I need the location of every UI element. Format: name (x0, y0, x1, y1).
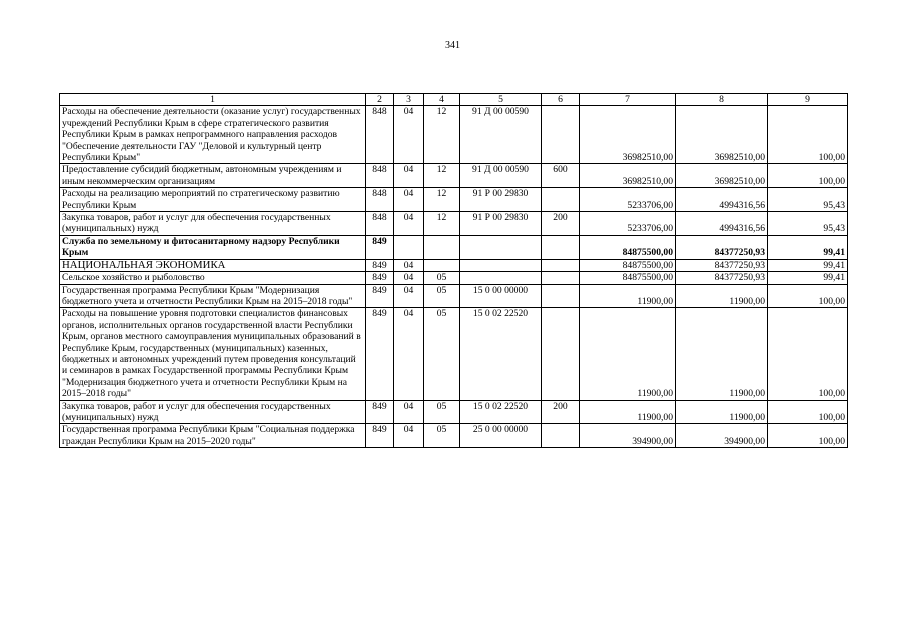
row-type (542, 106, 580, 164)
header-col-5: 5 (460, 94, 542, 106)
table-row (60, 272, 848, 284)
row-actual: 36982510,00 (676, 164, 768, 188)
row-section: 04 (394, 188, 424, 212)
row-actual: 11900,00 (676, 400, 768, 424)
row-code: 848 (366, 188, 394, 212)
row-plan: 394900,00 (580, 424, 676, 448)
row-target (460, 259, 542, 271)
row-type (542, 308, 580, 400)
row-actual: 84377250,93 (676, 259, 768, 271)
row-plan: 36982510,00 (580, 106, 676, 164)
row-plan: 36982510,00 (580, 164, 676, 188)
row-type: 600 (542, 164, 580, 188)
row-plan: 11900,00 (580, 400, 676, 424)
row-name: Сельское хозяйство и рыболовство (60, 272, 366, 284)
row-plan: 84875500,00 (580, 272, 676, 284)
row-code: 849 (366, 235, 394, 259)
row-name: НАЦИОНАЛЬНАЯ ЭКОНОМИКА (60, 259, 366, 271)
row-target: 15 0 00 00000 (460, 284, 542, 308)
row-actual: 36982510,00 (676, 106, 768, 164)
row-type: 200 (542, 212, 580, 236)
row-plan: 11900,00 (580, 308, 676, 400)
row-section: 04 (394, 106, 424, 164)
row-actual: 11900,00 (676, 284, 768, 308)
header-col-8: 8 (676, 94, 768, 106)
table-row (60, 308, 848, 400)
row-percent: 100,00 (768, 424, 848, 448)
budget-table (59, 93, 848, 448)
table-row (60, 400, 848, 424)
header-col-4: 4 (424, 94, 460, 106)
row-section (394, 235, 424, 259)
row-actual: 11900,00 (676, 308, 768, 400)
header-col-3: 3 (394, 94, 424, 106)
row-target: 91 Р 00 29830 (460, 188, 542, 212)
table-row (60, 106, 848, 164)
header-col-2: 2 (366, 94, 394, 106)
row-name: Закупка товаров, работ и услуг для обеспечения государственных (муниципальных) нужд (60, 212, 366, 236)
row-plan: 84875500,00 (580, 259, 676, 271)
row-subsection: 05 (424, 424, 460, 448)
row-type: 200 (542, 400, 580, 424)
row-section: 04 (394, 400, 424, 424)
row-type (542, 188, 580, 212)
row-actual: 4994316,56 (676, 212, 768, 236)
row-subsection (424, 235, 460, 259)
row-actual: 4994316,56 (676, 188, 768, 212)
row-target: 25 0 00 00000 (460, 424, 542, 448)
row-section: 04 (394, 308, 424, 400)
row-target (460, 272, 542, 284)
row-plan: 5233706,00 (580, 212, 676, 236)
row-actual: 84377250,93 (676, 235, 768, 259)
row-plan: 5233706,00 (580, 188, 676, 212)
row-type (542, 259, 580, 271)
row-name: Расходы на повышение уровня подготовки специалистов финансовых органов, исполнительных органов государственной власти Республики Крым, органов местного самоуправления муниципальных образований в Республике Крым, государственных (муниципальных) казенных, бюджетных и автономных учреждений путем проведения консультаций и семинаров в рамках Государственной программы Республики Крым "Модернизация бюджетного учета и отчетности Республики Крым на 2015–2018 годы" (60, 308, 366, 400)
row-type (542, 424, 580, 448)
row-name: Предоставление субсидий бюджетным, автономным учреждениям и иным некоммерческим организациям (60, 164, 366, 188)
row-subsection: 05 (424, 272, 460, 284)
row-section: 04 (394, 259, 424, 271)
row-percent: 100,00 (768, 164, 848, 188)
row-name: Расходы на реализацию мероприятий по стратегическому развитию Республики Крым (60, 188, 366, 212)
row-section: 04 (394, 424, 424, 448)
row-code: 848 (366, 212, 394, 236)
table-row-section (60, 259, 848, 271)
row-section: 04 (394, 272, 424, 284)
row-section: 04 (394, 284, 424, 308)
row-name: Расходы на обеспечение деятельности (оказание услуг) государственных учреждений Республики Крым в сфере стратегического развития Республики Крым в рамках непрограммного направления расходов "Обеспечение деятельности ГАУ "Деловой и культурный центр Республики Крым" (60, 106, 366, 164)
row-code: 848 (366, 164, 394, 188)
table-row (60, 424, 848, 448)
row-code: 849 (366, 400, 394, 424)
row-percent: 99,41 (768, 235, 848, 259)
row-subsection: 12 (424, 106, 460, 164)
row-code: 849 (366, 259, 394, 271)
row-subsection: 05 (424, 400, 460, 424)
row-type (542, 284, 580, 308)
row-percent: 100,00 (768, 284, 848, 308)
header-col-6: 6 (542, 94, 580, 106)
row-target: 15 0 02 22520 (460, 308, 542, 400)
row-subsection: 12 (424, 188, 460, 212)
row-percent: 95,43 (768, 188, 848, 212)
row-code: 849 (366, 308, 394, 400)
row-code: 849 (366, 424, 394, 448)
row-percent: 100,00 (768, 308, 848, 400)
row-code: 849 (366, 284, 394, 308)
table-row (60, 212, 848, 236)
row-actual: 84377250,93 (676, 272, 768, 284)
table-row (60, 284, 848, 308)
row-section: 04 (394, 164, 424, 188)
row-type (542, 235, 580, 259)
row-target: 91 Р 00 29830 (460, 212, 542, 236)
row-name: Служба по земельному и фитосанитарному надзору Республики Крым (60, 235, 366, 259)
row-subsection (424, 259, 460, 271)
row-actual: 394900,00 (676, 424, 768, 448)
row-subsection: 12 (424, 212, 460, 236)
row-name: Государственная программа Республики Крым "Модернизация бюджетного учета и отчетности Республики Крым на 2015–2018 годы" (60, 284, 366, 308)
row-subsection: 05 (424, 308, 460, 400)
row-type (542, 272, 580, 284)
row-percent: 95,43 (768, 212, 848, 236)
header-col-9: 9 (768, 94, 848, 106)
row-name: Закупка товаров, работ и услуг для обеспечения государственных (муниципальных) нужд (60, 400, 366, 424)
table-row (60, 188, 848, 212)
row-subsection: 12 (424, 164, 460, 188)
row-percent: 100,00 (768, 400, 848, 424)
row-target: 15 0 02 22520 (460, 400, 542, 424)
table-row-agency (60, 235, 848, 259)
row-plan: 84875500,00 (580, 235, 676, 259)
page-number: 341 (445, 40, 460, 51)
row-percent: 100,00 (768, 106, 848, 164)
row-subsection: 05 (424, 284, 460, 308)
header-col-1: 1 (60, 94, 366, 106)
row-target (460, 235, 542, 259)
table-header-row (60, 94, 848, 106)
row-plan: 11900,00 (580, 284, 676, 308)
row-code: 848 (366, 106, 394, 164)
row-section: 04 (394, 212, 424, 236)
header-col-7: 7 (580, 94, 676, 106)
row-percent: 99,41 (768, 272, 848, 284)
row-code: 849 (366, 272, 394, 284)
table-row (60, 164, 848, 188)
row-target: 91 Д 00 00590 (460, 106, 542, 164)
row-name: Государственная программа Республики Крым "Социальная поддержка граждан Республики Крым на 2015–2020 годы" (60, 424, 366, 448)
row-percent: 99,41 (768, 259, 848, 271)
row-target: 91 Д 00 00590 (460, 164, 542, 188)
